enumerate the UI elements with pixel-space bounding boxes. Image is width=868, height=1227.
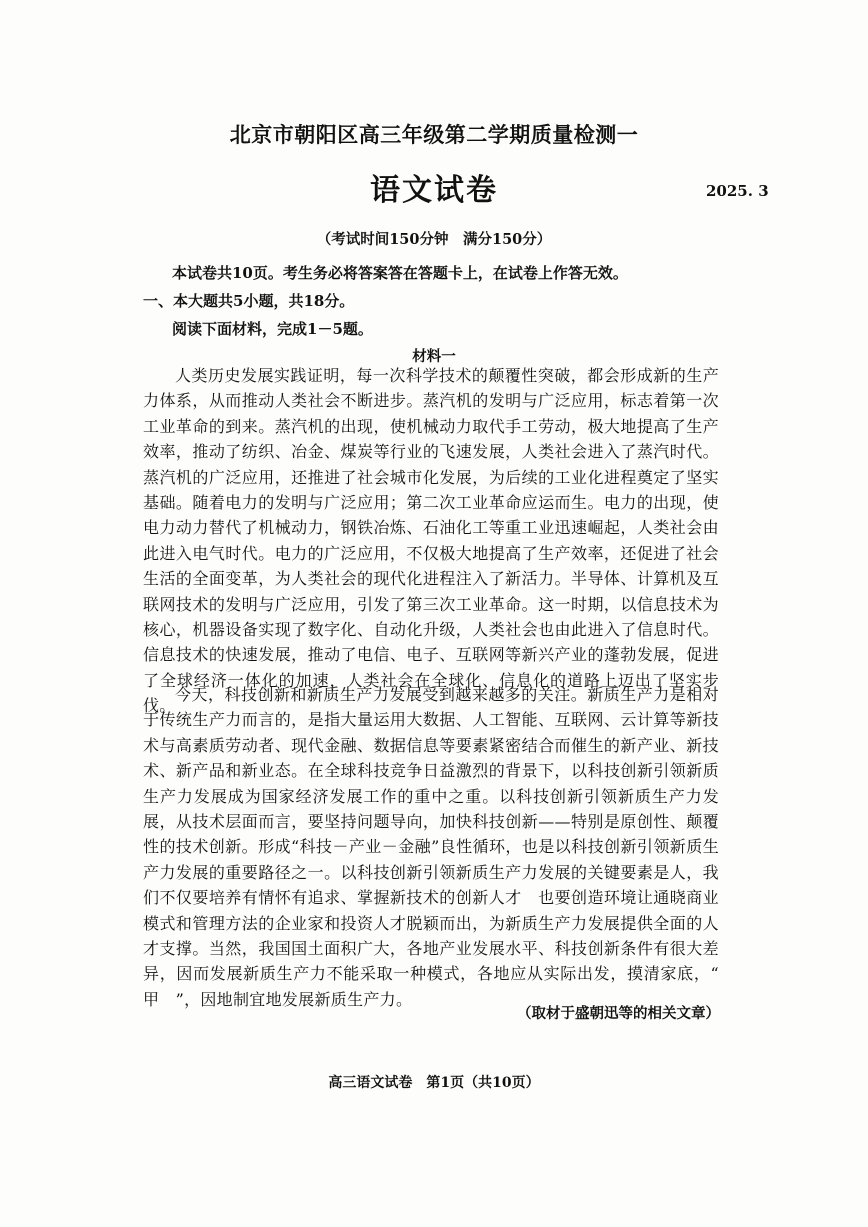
exam-info: （考试时间150分钟 满分150分） [316, 231, 552, 248]
material-paragraph-2: 今天，科技创新和新质生产力发展受到越来越多的关注。新质生产力是相对于传统生产力而言的，是指大量运用大数据、人工智能、互联网、云计算等新技术与高素质劳动者、现代金融、数据信息等要素紧密结合而催生的新产业、新技术、新产品和新业态。在全球科技竞争日益激烈的背景下，以科技创新引领新质生产力发展成为国家经济发展工作的重中之重。以科技创新引领新质生产力发展，从技术层面而言，要坚持问题导向，加快科技创新——特别是原创性、颠覆性的技术创新。形成“科技－产业－金融”良性循环，也是以科技创新引领新质生产力发展的重要路径之一。以科技创新引领新质生产力发展的关键要素是人，我们不仅要培养有情怀有追求、掌握新技术的创新人才 也要创造环境让通晓商业模式和管理方法的企业家和投资人才脱颖而出，为新质生产力发展提供全面的人才支撑。当然，我国国土面积广大，各地产业发展水平、科技创新条件有很大差异，因而发展新质生产力不能采取一种模式，各地应从实际出发，摸清家底，“ 甲 ”，因地制宜地发展新质生产力。 [143, 685, 736, 1009]
reading-instruction: 阅读下面材料，完成1－5题。 [172, 320, 373, 338]
page-footer: 高三语文试卷 第1页（共10页） [328, 1075, 540, 1091]
exam-date: 2025. 3 [706, 182, 769, 200]
source-citation: （取材于盛朝迅等的相关文章） [517, 1005, 720, 1022]
material-paragraph-1: 人类历史发展实践证明，每一次科学技术的颠覆性突破，都会形成新的生产力体系，从而推动人类社会不断进步。蒸汽机的发明与广泛应用，标志着第一次工业革命的到来。蒸汽机的出现，使机械动力取代手工劳动，极大地提高了生产效率，推动了纺织、冶金、煤炭等行业的飞速发展，人类社会进入了蒸汽时代。蒸汽机的广泛应用，还推进了社会城市化发展，为后续的工业化进程奠定了坚实基础。随着电力的发明与广泛应用；第二次工业革命应运而生。电力的出现，使电力动力替代了机械动力，钢铁冶炼、石油化工等重工业迅速崛起，人类社会由此进入电气时代。电力的广泛应用，不仅极大地提高了生产效率，还促进了社会生活的全面变革，为人类社会的现代化进程注入了新活力。半导体、计算机及互联网技术的发明与广泛应用，引发了第三次工业革命。这一时期，以信息技术为核心，机器设备实现了数字化、自动化升级，人类社会也由此进入了信息时代。信息技术的快速发展，推动了电信、电子、互联网等新兴产业的蓬勃发展，促进了全球经济一体化的加速，人类社会在全球化、信息化的道路上迈出了坚实步伐。 [143, 366, 719, 716]
instruction-line: 本试卷共10页。考生务必将答案答在答题卡上，在试卷上作答无效。 [172, 264, 628, 282]
material-title: 材料一 [412, 348, 456, 365]
page-title: 语文试卷 [370, 173, 498, 208]
exam-name: 北京市朝阳区高三年级第二学期质量检测一 [229, 122, 639, 147]
section-heading: 一、本大题共5小题，共18分。 [143, 292, 355, 310]
